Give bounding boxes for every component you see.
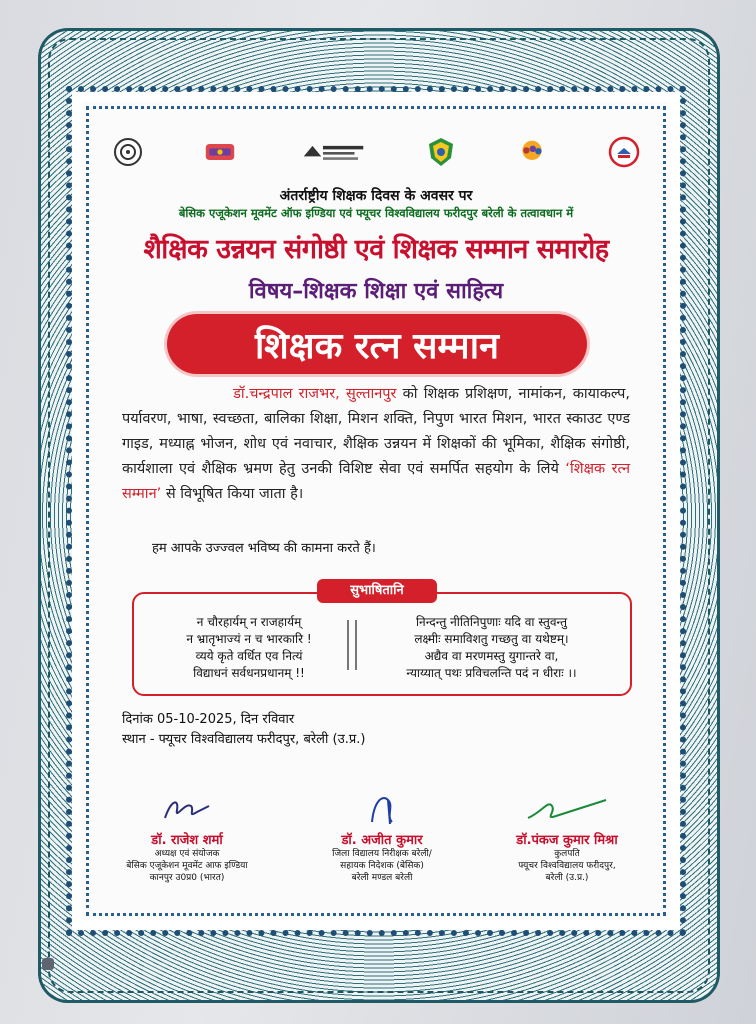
citation-text-end: से विभूषित किया जाता है। [161,486,304,502]
citation-text: को शिक्षक प्रशिक्षण, नामांकन, कायाकल्प, पर्यावरण, भाषा, स्वच्छता, बालिका शिक्षा, मिशन शक्ति, निपुण भारत मिशन, भारत स्काउट एण्ड गाइड, मध्याह्न भोजन, शोध एवं नवाचार, शैक्षिक उन्नयन में शिक्षकों की भूमिका, शैक्षिक संगोष्ठी, कार्यशाला एवं शैक्षिक भ्रमण हेतु उनकी विशिष्ट सेवा एवं समर्पित सहयोग के लिये [122,386,630,477]
signatory-2-role: सहायक निदेशक (बेसिक) [340,861,424,871]
signature-2-icon [352,792,412,826]
certificate [72,92,680,930]
signatory-2-role: बरेली मण्डल बरेली [351,873,413,883]
citation-paragraph [122,382,630,507]
signatory-2-name: डॉ. अजीत कुमार [341,833,423,848]
verse-left-line: विद्याधनं सर्वधनप्रधानम् !! [193,666,305,680]
signatory-3-role: बरेली (उ.प्र.) [545,873,589,883]
event-venue: स्थान - फ्यूचर विश्वविद्यालय फरीदपुर, बरेली (उ.प्र.) [122,732,366,747]
org-logo-icon [204,136,236,168]
event-subject: विषय–शिक्षक शिक्षा एवं साहित्य [248,279,504,304]
signatory-2 [297,792,467,884]
signature-1-icon [157,792,217,826]
verse-left-line: व्यये कृते वर्धित एव नित्यं [195,649,303,663]
signatures [82,792,670,922]
verse-right-line: लक्ष्मीः समाविशतु गच्छतु वा यथेष्टम्। [414,632,569,646]
event-title: शैक्षिक उन्नयन संगोष्ठी एवं शिक्षक सम्मान समारोह [143,234,609,265]
signatory-1-role: अध्यक्ष एवं संयोजक [154,849,220,859]
education-rights-logo-icon [295,139,365,165]
verse-left-line: न भ्रातृभाज्यं न च भारकारि ! [186,632,312,646]
wish-line: हम आपके उज्ज्वल भविष्य की कामना करते हैं। [152,541,376,556]
verse-right-line: निन्दन्तु नीतिनिपुणाः यदि वा स्तुवन्तु [415,615,568,629]
logo-row [112,132,640,172]
verse-left [154,614,344,682]
verse-divider [347,620,357,670]
event-date: दिनांक 05-10-2025, दिन रविवार [122,712,295,727]
award-banner [167,314,587,374]
signatory-3-role: कुलपति [554,849,580,859]
occasion-line: अंतर्राष्ट्रीय शिक्षक दिवस के अवसर पर [279,188,473,204]
signatory-2-role: जिला विद्यालय निरीक्षक बरेली/ [332,849,432,859]
shield-emblem-icon [425,136,457,168]
signatory-3-name: डॉ.पंकज कुमार मिश्रा [516,833,618,848]
signatory-3-role: फ्यूचर विश्वविद्यालय फरीदपुर, [518,861,616,871]
signatory-1-name: डॉ. राजेश शर्मा [151,833,223,848]
award-quote: ‘शिक्षक रत्न सम्मान’ [122,461,631,502]
recipient-name: डॉ.चन्द्रपाल राजभर, सुल्तानपुर [233,386,397,402]
verse-right [359,614,624,682]
signatory-3 [482,792,652,884]
signatory-1-role: कानपुर उ0प्र0 (भारत) [149,873,225,883]
camera-corner-icon [42,958,54,970]
award-title: शिक्षक रत्न सम्मान [254,325,500,367]
subhashitani-heading: सुभाषितानि [317,579,437,603]
up-govt-emblem-icon [112,136,144,168]
signatory-1-role: बेसिक एजूकेशन मूवमेंट आफ इण्डिया [126,861,248,871]
verses-box [132,592,632,696]
signatory-1 [102,792,272,884]
university-logo-icon [608,136,640,168]
verse-left-line: न चौरहार्यम् न राजहार्यम् [196,615,302,629]
signature-3-icon [522,792,612,826]
event-details [122,710,365,750]
verse-right-line: अद्यैव वा मरणमस्तु युगान्तरे वा, [424,649,559,663]
verse-right-line: न्याय्यात् पथः प्रविचलन्ति पदं न धीराः ।। [406,666,577,680]
children-logo-icon [516,136,548,168]
organizers-line: बेसिक एजूकेशन मूवमेंट ऑफ इण्डिया एवं फ्यूचर विश्वविद्यालय फरीदपुर बरेली के तत्वावधान में [178,206,574,220]
